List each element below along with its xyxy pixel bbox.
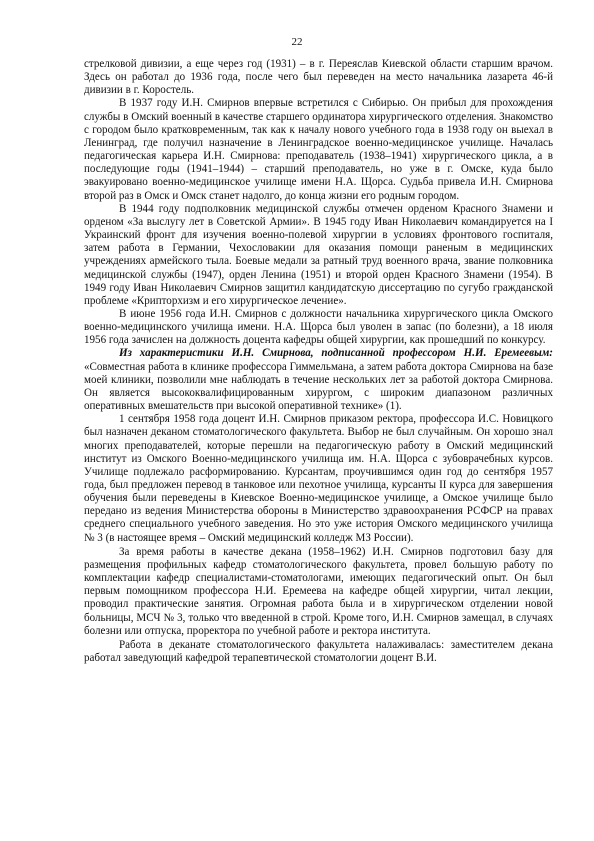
characteristic-lead: Из характеристики И.Н. Смирнова, подписанной профессором Н.И. Еремеевым: bbox=[119, 347, 553, 360]
paragraph-8: Работа в деканате стоматологического факультета налаживалась: заместителем декана работал заведующий кафедрой терапевтической стоматологии доцент В.И. bbox=[84, 638, 553, 665]
text-body bbox=[84, 58, 553, 665]
paragraph-4: В июне 1956 года И.Н. Смирнов с должности начальника хирургического цикла Омского военно-медицинского училища имени. Н.А. Щорса был уволен в запас (по болезни), а 18 июля 1956 года зачислен на должность доцента кафедры общей хирургии, как прошедший по конкурсу. bbox=[84, 307, 553, 347]
characteristic-quote: «Совместная работа в клинике профессора Гиммельмана, а затем работа доктора Смирнова на базе моей клиники, позволили мне наблюдать в течение нескольких лет за работой доктора Смирнова. Он является высококвалифицированным хирургом, с широким диапазоном различных оперативных вмешательств при высокой оперативной технике» (1). bbox=[84, 360, 553, 413]
paragraph-5 bbox=[84, 347, 553, 413]
paragraph-7: За время работы в качестве декана (1958–1962) И.Н. Смирнов подготовил базу для размещения профильных кафедр стоматологического факультета, провел большую работу по комплектации кафедр специалистами-стоматологами, имеющих педагогический опыт. Он был первым помощником профессора Н.И. Еремеева на кафедре общей хирургии, читал лекции, проводил практические занятия. Огромная работа была и в хирургическом отделении новой больницы, МСЧ № 3, только что введенной в строй. Кроме того, И.Н. Смирнов замещал, в случаях болезни или отпуска, проректора по учебной работе и ректора института. bbox=[84, 545, 553, 637]
page-number: 22 bbox=[291, 36, 303, 48]
paragraph-6: 1 сентября 1958 года доцент И.Н. Смирнов приказом ректора, профессора И.С. Новицкого был назначен деканом стоматологического факультета. Выбор не был случайным. Он хорошо знал многих преподавателей, которые перешли на педагогическую работу в Омский медицинский институт из Омского Военно-медицинского училища им. Н.А. Щорса с зубоврачебных курсов. Училище подлежало расформированию. Курсантам, проучившимся один год до сентября 1957 года, был предложен перевод в танковое или пехотное училища, курсанты II курса для завершения обучения были переведены в Киевское Военно-медицинское училище, а Омское училище было передано из ведения Министерства обороны в Министерство здравоохранения РСФСР на правах среднего специального учебного заведения. Но это уже история Омского медицинского училища № 3 (в настоящее время – Омский медицинский колледж МЗ России). bbox=[84, 413, 553, 544]
paragraph-3: В 1944 году подполковник медицинской службы отмечен орденом Красного Знамени и орденом «За выслугу лет в Советской Армии». В 1945 году Иван Николаевич командируется на I Украинский фронт для изучения военно-полевой хирургии в условиях фронтового госпиталя, затем работа в Германии, Чехословакии для оказания помощи раненым в медицинских учреждениях армейского тыла. Боевые медали за ратный труд военного врача, звание полковника медицинской службы (1947), орден Ленина (1951) и второй орден Красного Знамени (1954). В 1949 году Иван Николаевич Смирнов защитил кандидатскую диссертацию по сугубо гражданской проблеме «Крипторхизм и его хирургическое лечение». bbox=[84, 202, 553, 307]
paragraph-2: В 1937 году И.Н. Смирнов впервые встретился с Сибирью. Он прибыл для прохождения службы в Омский военный в качестве старшего ординатора хирургического отделения. Знакомство с городом было кратковременным, так как к началу нового учебного года в 1938 году он выехал в Ленинград, где получил назначение в Ленинградское военно-медицинское училище. Началась педагогическая карьера И.Н. Смирнова: преподаватель (1938–1941) хирургического цикла, а в последующие годы (1941–1944) – старший преподаватель, но уже в г. Омске, куда было эвакуировано военно-медицинское училище имени Н.А. Щорса. Судьба привела И.Н. Смирнова второй раз в Омск и Омск станет надолго, до конца жизни его родным городом. bbox=[84, 97, 553, 202]
paragraph-1: стрелковой дивизии, а еще через год (1931) – в г. Переяслав Киевской области старшим врачом. Здесь он работал до 1936 года, после чего был переведен на место начальника лазарета 46-й дивизии в г. Коростель. bbox=[84, 58, 553, 97]
